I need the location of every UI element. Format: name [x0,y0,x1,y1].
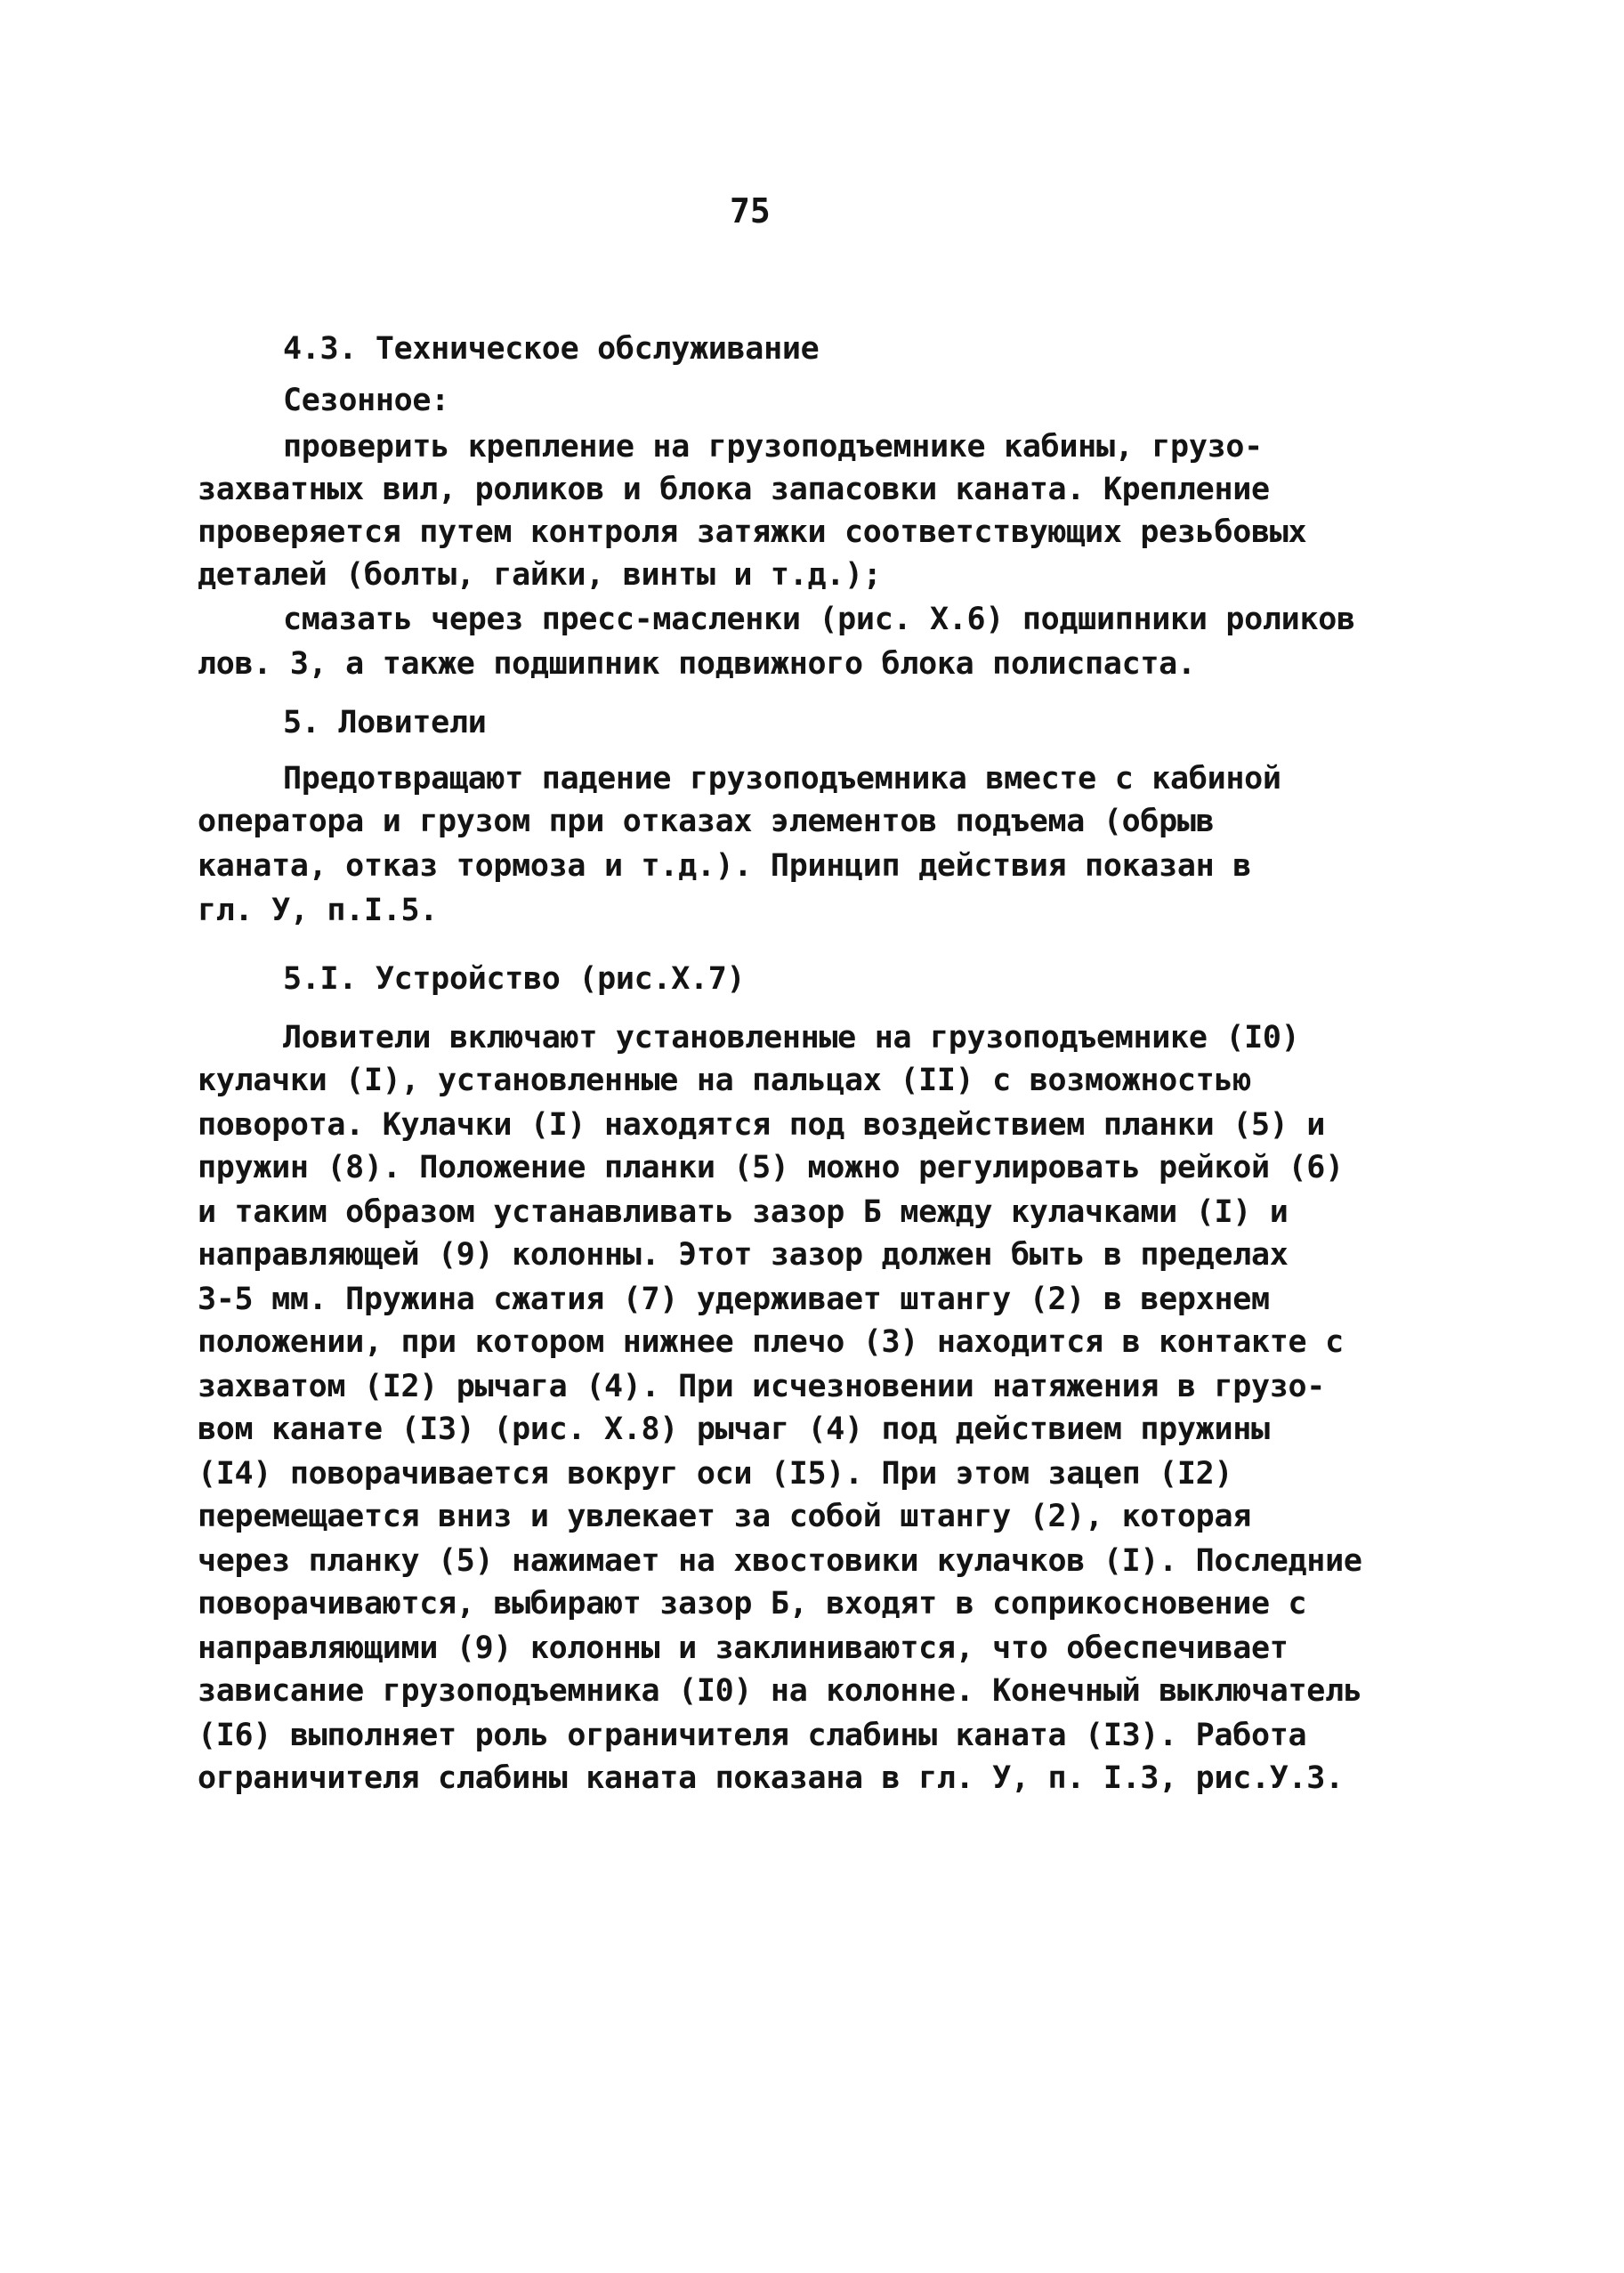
text-line: направляющими (9) колонны и заклиниваются, что обеспечивает [198,1630,1289,1666]
section-heading-5: 5. Ловители [283,705,487,740]
text-line: зависание грузоподъемника (I0) на колонне. Конечный выключатель [198,1673,1362,1709]
text-line: захватных вил, роликов и блока запасовки каната. Крепление [198,472,1270,507]
text-line: поворачиваются, выбирают зазор Б, входят в соприкосновение с [198,1586,1307,1622]
text-line: через планку (5) нажимает на хвостовики кулачков (I). Последние [198,1543,1362,1579]
text-line: каната, отказ тормоза и т.д.). Принцип действия показан в [198,848,1251,884]
text-line: Ловители включают установленные на грузоподъемнике (I0) [283,1020,1300,1056]
text-line: Предотвращают падение грузоподъемника вместе с кабиной [283,761,1281,797]
text-line: ограничителя слабины каната показана в гл. У, п. I.3, рис.У.3. [198,1760,1344,1796]
page-number: 75 [730,191,771,231]
text-line: проверить крепление на грузоподъемнике кабины, грузо- [283,429,1263,465]
text-line: 3-5 мм. Пружина сжатия (7) удерживает штангу (2) в верхнем [198,1282,1270,1317]
text-line: проверяется путем контроля затяжки соответствующих резьбовых [198,514,1307,550]
text-line: (I6) выполняет роль ограничителя слабины каната (I3). Работа [198,1718,1307,1753]
text-line: (I4) поворачивается вокруг оси (I5). При этом зацеп (I2) [198,1456,1233,1492]
text-line: захватом (I2) рычага (4). При исчезновении натяжения в грузо- [198,1369,1326,1404]
text-line: поворота. Кулачки (I) находятся под воздействием планки (5) и [198,1107,1326,1143]
text-line: направляющей (9) колонны. Этот зазор должен быть в пределах [198,1237,1289,1273]
text-line: вом канате (I3) (рис. X.8) рычаг (4) под действием пружины [198,1412,1270,1447]
section-heading-5-1: 5.I. Устройство (рис.X.7) [283,961,746,997]
text-line: оператора и грузом при отказах элементов подъема (обрыв [198,804,1215,839]
seasonal-subheading: Сезонное: [283,383,449,418]
text-line: перемещается вниз и увлекает за собой штангу (2), которая [198,1499,1251,1534]
text-line: лов. 3, а также подшипник подвижного блока полиспаста. [198,646,1196,682]
section-heading-4-3: 4.3. Техническое обслуживание [283,331,820,367]
text-line: и таким образом устанавливать зазор Б между кулачками (I) и [198,1194,1289,1230]
text-line: гл. У, п.I.5. [198,893,439,928]
text-line: положении, при котором нижнее плечо (3) находится в контакте с [198,1324,1344,1360]
text-line: пружин (8). Положение планки (5) можно регулировать рейкой (6) [198,1150,1344,1185]
text-line: кулачки (I), установленные на пальцах (II) с возможностью [198,1063,1251,1098]
text-line: деталей (болты, гайки, винты и т.д.); [198,557,882,593]
text-line: смазать через пресс-масленки (рис. X.6) подшипники роликов [283,602,1355,637]
